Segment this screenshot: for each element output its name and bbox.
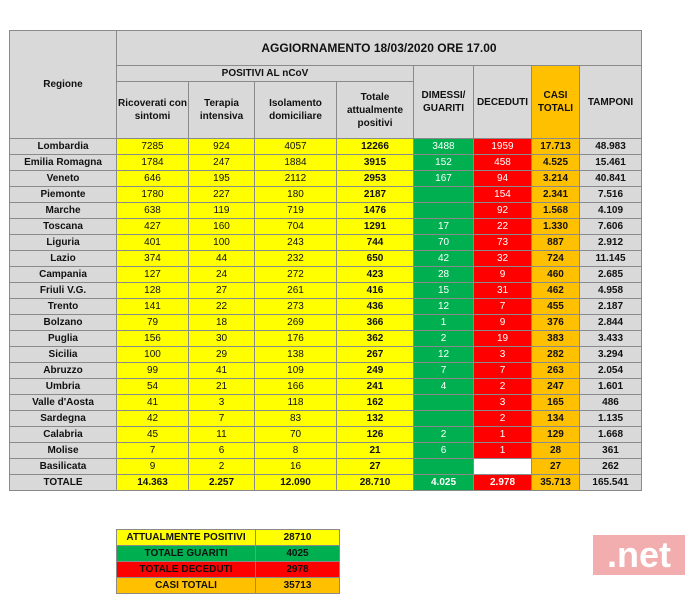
cell-tamponi: 7.516 [580,187,642,203]
cell-casi-totali: 887 [532,235,580,251]
cell-deceduti: 1959 [474,139,532,155]
table-row [10,443,642,459]
cell-deceduti: 2 [474,379,532,395]
cell-isolamento: 176 [255,331,337,347]
total-cell-casi-totali: 35.713 [532,475,580,491]
cell-tamponi: 11.145 [580,251,642,267]
cell-terapia: 18 [189,315,255,331]
table-row [10,267,642,283]
cell-dimessi: 2 [414,331,474,347]
cell-terapia: 30 [189,331,255,347]
cell-casi-totali: 282 [532,347,580,363]
cell-regione: Umbria [10,379,117,395]
header-deceduti: DECEDUTI [474,66,532,139]
cell-isolamento: 719 [255,203,337,219]
cell-casi-totali: 17.713 [532,139,580,155]
header-isolamento: Isolamento domiciliare [255,82,337,139]
summary-row [117,530,340,546]
header-dimessi: DIMESSI/ GUARITI [414,66,474,139]
cell-deceduti: 154 [474,187,532,203]
summary-table [116,529,340,594]
cell-deceduti: 92 [474,203,532,219]
cell-regione: Calabria [10,427,117,443]
cell-isolamento: 261 [255,283,337,299]
cell-totale-positivi: 249 [337,363,414,379]
header-totale-positivi: Totale attualmente positivi [337,82,414,139]
cell-casi-totali: 462 [532,283,580,299]
cell-dimessi: 1 [414,315,474,331]
cell-dimessi: 12 [414,347,474,363]
cell-terapia: 2 [189,459,255,475]
cell-terapia: 21 [189,379,255,395]
cell-isolamento: 8 [255,443,337,459]
cell-tamponi: 2.912 [580,235,642,251]
table-row [10,187,642,203]
cell-dimessi: 4 [414,379,474,395]
cell-totale-positivi: 126 [337,427,414,443]
cell-tamponi: 3.433 [580,331,642,347]
cell-regione: Basilicata [10,459,117,475]
cell-dimessi: 152 [414,155,474,171]
cell-totale-positivi: 2187 [337,187,414,203]
table-title: AGGIORNAMENTO 18/03/2020 ORE 17.00 [117,31,642,66]
cell-tamponi: 2.844 [580,315,642,331]
header-positivi-group: POSITIVI AL nCoV [117,66,414,82]
cell-ricoverati: 54 [117,379,189,395]
cell-isolamento: 243 [255,235,337,251]
cell-regione: Marche [10,203,117,219]
cell-totale-positivi: 162 [337,395,414,411]
summary-row [117,562,340,578]
table-row [10,283,642,299]
cell-regione: Toscana [10,219,117,235]
table-row [10,459,642,475]
table-row [10,219,642,235]
covid-regional-table [9,30,642,491]
total-cell-dimessi: 4.025 [414,475,474,491]
cell-ricoverati: 42 [117,411,189,427]
cell-isolamento: 232 [255,251,337,267]
summary-value: 2978 [256,562,340,578]
cell-totale-positivi: 2953 [337,171,414,187]
cell-isolamento: 269 [255,315,337,331]
cell-isolamento: 118 [255,395,337,411]
cell-casi-totali: 247 [532,379,580,395]
cell-totale-positivi: 241 [337,379,414,395]
total-cell-isolamento: 12.090 [255,475,337,491]
cell-terapia: 227 [189,187,255,203]
cell-totale-positivi: 1291 [337,219,414,235]
total-cell-tamponi: 165.541 [580,475,642,491]
cell-deceduti: 458 [474,155,532,171]
cell-casi-totali: 263 [532,363,580,379]
cell-regione: Lombardia [10,139,117,155]
total-cell-terapia: 2.257 [189,475,255,491]
cell-dimessi: 12 [414,299,474,315]
cell-totale-positivi: 1476 [337,203,414,219]
cell-tamponi: 1.668 [580,427,642,443]
cell-tamponi: 1.135 [580,411,642,427]
cell-tamponi: 3.294 [580,347,642,363]
cell-totale-positivi: 3915 [337,155,414,171]
cell-totale-positivi: 366 [337,315,414,331]
cell-ricoverati: 1784 [117,155,189,171]
cell-ricoverati: 638 [117,203,189,219]
cell-regione: Sardegna [10,411,117,427]
cell-tamponi: 4.958 [580,283,642,299]
header-casi-totali: CASI TOTALI [532,66,580,139]
table-row [10,331,642,347]
cell-isolamento: 180 [255,187,337,203]
cell-ricoverati: 79 [117,315,189,331]
summary-label: TOTALE DECEDUTI [117,562,256,578]
table-row [10,139,642,155]
cell-regione: Trento [10,299,117,315]
cell-regione: Veneto [10,171,117,187]
cell-ricoverati: 156 [117,331,189,347]
cell-dimessi [414,395,474,411]
cell-totale-positivi: 416 [337,283,414,299]
header-tamponi: TAMPONI [580,66,642,139]
cell-terapia: 247 [189,155,255,171]
cell-isolamento: 704 [255,219,337,235]
cell-dimessi [414,411,474,427]
cell-terapia: 27 [189,283,255,299]
total-cell-regione: TOTALE [10,475,117,491]
summary-value: 4025 [256,546,340,562]
cell-regione: Valle d'Aosta [10,395,117,411]
cell-ricoverati: 100 [117,347,189,363]
cell-casi-totali: 2.341 [532,187,580,203]
cell-tamponi: 2.054 [580,363,642,379]
cell-totale-positivi: 267 [337,347,414,363]
cell-totale-positivi: 21 [337,443,414,459]
cell-dimessi: 15 [414,283,474,299]
cell-terapia: 44 [189,251,255,267]
cell-terapia: 160 [189,219,255,235]
cell-terapia: 3 [189,395,255,411]
cell-terapia: 41 [189,363,255,379]
cell-regione: Bolzano [10,315,117,331]
cell-tamponi: 15.461 [580,155,642,171]
cell-deceduti: 9 [474,315,532,331]
cell-casi-totali: 129 [532,427,580,443]
cell-regione: Lazio [10,251,117,267]
table-row [10,411,642,427]
cell-deceduti: 1 [474,427,532,443]
cell-deceduti: 94 [474,171,532,187]
cell-deceduti: 7 [474,299,532,315]
cell-deceduti: 7 [474,363,532,379]
cell-deceduti: 9 [474,267,532,283]
summary-row [117,578,340,594]
cell-ricoverati: 7285 [117,139,189,155]
cell-ricoverati: 128 [117,283,189,299]
cell-totale-positivi: 132 [337,411,414,427]
cell-ricoverati: 99 [117,363,189,379]
cell-deceduti: 31 [474,283,532,299]
cell-ricoverati: 1780 [117,187,189,203]
summary-row [117,546,340,562]
table-row [10,363,642,379]
table-row [10,427,642,443]
cell-terapia: 119 [189,203,255,219]
cell-regione: Molise [10,443,117,459]
header-ricoverati: Ricoverati con sintomi [117,82,189,139]
cell-dimessi: 167 [414,171,474,187]
cell-ricoverati: 141 [117,299,189,315]
cell-dimessi: 28 [414,267,474,283]
cell-tamponi: 1.601 [580,379,642,395]
cell-deceduti: 22 [474,219,532,235]
summary-value: 28710 [256,530,340,546]
cell-terapia: 11 [189,427,255,443]
cell-ricoverati: 7 [117,443,189,459]
cell-regione: Puglia [10,331,117,347]
cell-deceduti: 19 [474,331,532,347]
cell-terapia: 29 [189,347,255,363]
cell-totale-positivi: 423 [337,267,414,283]
cell-casi-totali: 460 [532,267,580,283]
cell-casi-totali: 27 [532,459,580,475]
cell-tamponi: 486 [580,395,642,411]
cell-casi-totali: 165 [532,395,580,411]
cell-tamponi: 4.109 [580,203,642,219]
cell-terapia: 195 [189,171,255,187]
cell-terapia: 100 [189,235,255,251]
cell-isolamento: 4057 [255,139,337,155]
table-row [10,155,642,171]
cell-isolamento: 83 [255,411,337,427]
cell-deceduti: 2 [474,411,532,427]
cell-terapia: 924 [189,139,255,155]
summary-label: TOTALE GUARITI [117,546,256,562]
cell-totale-positivi: 12266 [337,139,414,155]
watermark-logo: .net [593,535,685,575]
cell-regione: Piemonte [10,187,117,203]
cell-totale-positivi: 362 [337,331,414,347]
cell-regione: Emilia Romagna [10,155,117,171]
cell-terapia: 7 [189,411,255,427]
table-row [10,235,642,251]
summary-label: ATTUALMENTE POSITIVI [117,530,256,546]
cell-tamponi: 48.983 [580,139,642,155]
summary-label: CASI TOTALI [117,578,256,594]
table-body [10,139,642,491]
cell-isolamento: 70 [255,427,337,443]
table-row [10,203,642,219]
cell-ricoverati: 45 [117,427,189,443]
cell-terapia: 6 [189,443,255,459]
summary-value: 35713 [256,578,340,594]
cell-casi-totali: 3.214 [532,171,580,187]
total-cell-deceduti: 2.978 [474,475,532,491]
cell-ricoverati: 41 [117,395,189,411]
cell-dimessi: 2 [414,427,474,443]
cell-dimessi [414,187,474,203]
cell-deceduti: 3 [474,395,532,411]
table-row [10,251,642,267]
cell-ricoverati: 9 [117,459,189,475]
cell-regione: Friuli V.G. [10,283,117,299]
cell-isolamento: 1884 [255,155,337,171]
cell-casi-totali: 28 [532,443,580,459]
total-cell-totale-positivi: 28.710 [337,475,414,491]
cell-dimessi: 3488 [414,139,474,155]
cell-casi-totali: 724 [532,251,580,267]
cell-casi-totali: 455 [532,299,580,315]
table-row [10,379,642,395]
cell-deceduti: 1 [474,443,532,459]
cell-isolamento: 16 [255,459,337,475]
cell-tamponi: 262 [580,459,642,475]
cell-totale-positivi: 650 [337,251,414,267]
cell-tamponi: 40.841 [580,171,642,187]
header-regione: Regione [10,31,117,139]
cell-totale-positivi: 27 [337,459,414,475]
cell-tamponi: 2.187 [580,299,642,315]
cell-dimessi [414,203,474,219]
cell-deceduti [474,459,532,475]
cell-dimessi: 70 [414,235,474,251]
cell-dimessi: 42 [414,251,474,267]
cell-isolamento: 273 [255,299,337,315]
header-terapia: Terapia intensiva [189,82,255,139]
total-cell-ricoverati: 14.363 [117,475,189,491]
table-row [10,171,642,187]
cell-casi-totali: 383 [532,331,580,347]
cell-totale-positivi: 744 [337,235,414,251]
cell-ricoverati: 127 [117,267,189,283]
cell-casi-totali: 1.568 [532,203,580,219]
table-row [10,395,642,411]
cell-isolamento: 2112 [255,171,337,187]
cell-terapia: 22 [189,299,255,315]
cell-dimessi: 7 [414,363,474,379]
cell-ricoverati: 427 [117,219,189,235]
cell-deceduti: 3 [474,347,532,363]
cell-dimessi: 6 [414,443,474,459]
cell-deceduti: 32 [474,251,532,267]
cell-ricoverati: 646 [117,171,189,187]
cell-tamponi: 7.606 [580,219,642,235]
cell-isolamento: 109 [255,363,337,379]
cell-regione: Abruzzo [10,363,117,379]
cell-casi-totali: 376 [532,315,580,331]
cell-terapia: 24 [189,267,255,283]
table-row [10,299,642,315]
cell-isolamento: 138 [255,347,337,363]
cell-regione: Liguria [10,235,117,251]
cell-casi-totali: 1.330 [532,219,580,235]
table-row [10,347,642,363]
cell-casi-totali: 134 [532,411,580,427]
cell-isolamento: 272 [255,267,337,283]
cell-isolamento: 166 [255,379,337,395]
cell-tamponi: 361 [580,443,642,459]
cell-ricoverati: 374 [117,251,189,267]
cell-dimessi: 17 [414,219,474,235]
cell-deceduti: 73 [474,235,532,251]
cell-regione: Sicilia [10,347,117,363]
cell-dimessi [414,459,474,475]
cell-casi-totali: 4.525 [532,155,580,171]
table-row [10,315,642,331]
cell-totale-positivi: 436 [337,299,414,315]
cell-tamponi: 2.685 [580,267,642,283]
cell-regione: Campania [10,267,117,283]
cell-ricoverati: 401 [117,235,189,251]
total-row [10,475,642,491]
